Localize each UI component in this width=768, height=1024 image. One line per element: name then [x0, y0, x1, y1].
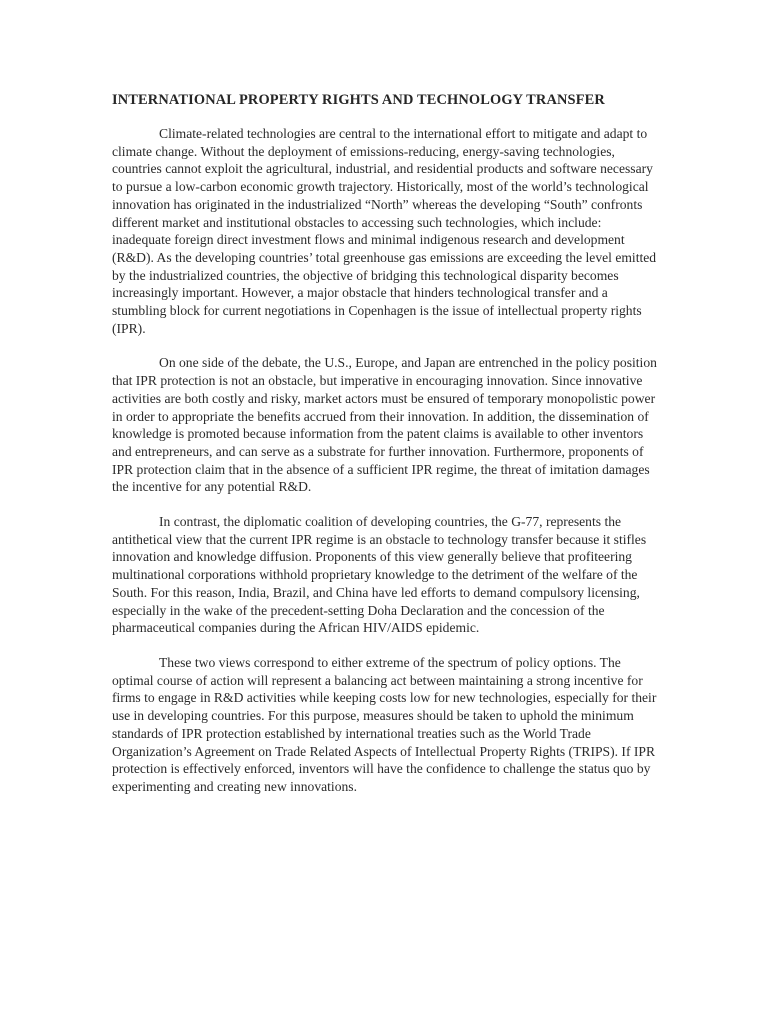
document-title: INTERNATIONAL PROPERTY RIGHTS AND TECHNOLOGY TRANSFER	[112, 92, 605, 108]
paragraph-4: These two views correspond to either extreme of the spectrum of policy options. The optimal course of action will represent a balancing act between maintaining a strong incentive for firms to engage in R&D activities while keeping costs low for new technologies, especially for their use in developing countries. For this purpose, measures should be taken to uphold the minimum standards of IPR protection established by international treaties such as the World Trade Organization’s Agreement on Trade Related Aspects of Intellectual Property Rights (TRIPS). If IPR protection is effectively enforced, inventors will have the confidence to challenge the status quo by experimenting and creating new innovations.	[112, 654, 657, 794]
document-page	[112, 91, 657, 813]
paragraph-3: In contrast, the diplomatic coalition of developing countries, the G-77, represents the antithetical view that the current IPR regime is an obstacle to technology transfer because it stifles innovation and knowledge diffusion. Proponents of this view generally believe that profiteering multinational corporations withhold proprietary knowledge to the detriment of the welfare of the South. For this reason, India, Brazil, and China have led efforts to demand compulsory licensing, especially in the wake of the precedent-setting Doha Declaration and the concession of the pharmaceutical companies during the African HIV/AIDS epidemic.	[112, 514, 647, 636]
paragraph-1: Climate-related technologies are central to the international effort to mitigate and adapt to climate change. Without the deployment of emissions-reducing, energy-saving technologies, countries cannot exploit the agricultural, industrial, and residential products and software necessary to pursue a low-carbon economic growth trajectory. Historically, most of the world’s technological innovation has originated in the industrialized “North” whereas the developing “South” confronts different market and institutional obstacles to accessing such technologies, which include: inadequate foreign direct investment flows and minimal indigenous research and development (R&D). As the developing countries’ total greenhouse gas emissions are exceeding the level emitted by the industrialized countries, the objective of bridging this technological disparity becomes increasingly important. However, a major obstacle that hinders technological transfer and a stumbling block for current negotiations in Copenhagen is the issue of intellectual property rights (IPR).	[112, 126, 657, 336]
paragraph-2: On one side of the debate, the U.S., Europe, and Japan are entrenched in the policy position that IPR protection is not an obstacle, but imperative in encouraging innovation. Since innovative activities are both costly and risky, market actors must be ensured of temporary monopolistic power in order to appropriate the benefits accrued from their innovation. In addition, the dissemination of knowledge is promoted because information from the patent claims is available to other inventors and entrepreneurs, and can serve as a substrate for further innovation. Furthermore, proponents of IPR protection claim that in the absence of a sufficient IPR regime, the threat of imitation damages the incentive for any potential R&D.	[112, 355, 657, 495]
